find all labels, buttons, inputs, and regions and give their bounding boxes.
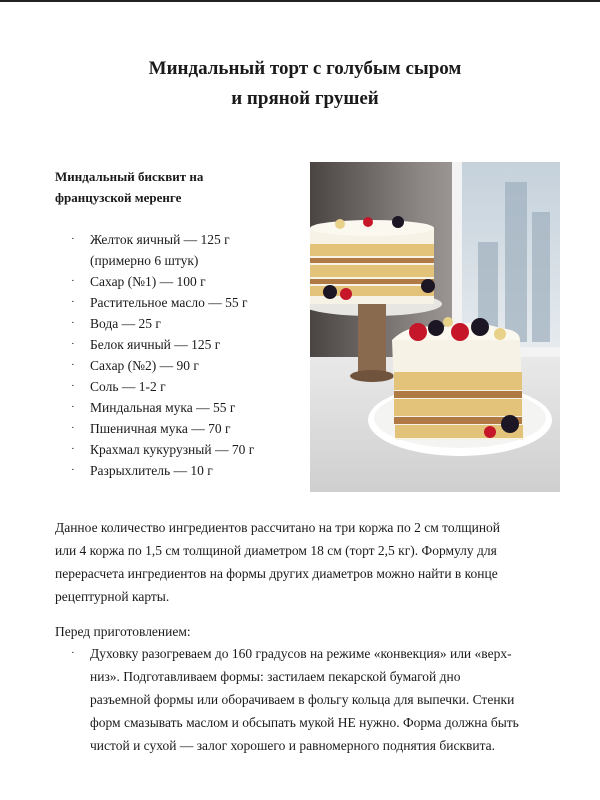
bullet-icon: · <box>71 233 75 245</box>
prep-line: Духовку разогреваем до 160 градусов на режиме «конвекция» или «верх- <box>90 646 512 661</box>
bullet-icon: · <box>71 422 75 434</box>
bullet-icon: · <box>71 275 75 287</box>
paragraph-line: рецептурной карты. <box>55 589 170 604</box>
bullet-icon: · <box>71 317 75 329</box>
prep-line: чистой и сухой — залог хорошего и равномерного поднятия бисквита. <box>90 738 496 753</box>
prep-line: разъемной формы или оборачиваем в фольгу кольца для выпечки. Стенки <box>90 692 515 707</box>
ingredient-text: Растительное масло — 55 г <box>90 295 248 310</box>
paragraph-line: перерасчета ингредиентов на формы других диаметров можно найти в конце <box>55 566 498 581</box>
prep-line: низ». Подготавливаем формы: застилаем пекарской бумагой дно <box>90 669 461 684</box>
ingredient-item <box>70 292 310 313</box>
ingredient-item <box>70 271 310 292</box>
bullet-icon: · <box>71 464 75 476</box>
title-line: и пряной грушей <box>231 88 379 109</box>
ingredient-text: Миндальная мука — 55 г <box>90 400 236 415</box>
ingredient-item <box>70 313 310 334</box>
cake-photo <box>310 162 560 492</box>
ingredient-item <box>70 355 310 376</box>
ingredient-item <box>70 397 310 418</box>
bullet-icon: · <box>71 380 75 392</box>
section-heading-line: Миндальный бисквит на <box>55 169 204 184</box>
ingredient-text: Пшеничная мука — 70 г <box>90 421 231 436</box>
ingredient-item <box>70 460 310 481</box>
ingredient-text: Белок яичный — 125 г <box>90 337 221 352</box>
ingredient-text: Вода — 25 г <box>90 316 161 331</box>
prep-item <box>70 642 560 757</box>
ingredient-text: Желток яичный — 125 г <box>90 232 230 247</box>
bullet-icon: · <box>71 443 75 455</box>
title-line: Миндальный торт с голубым сыром <box>148 58 462 79</box>
top-border <box>0 0 600 2</box>
cake-illustration <box>310 162 560 492</box>
ingredient-item <box>70 376 310 397</box>
bullet-icon: · <box>71 296 75 308</box>
bullet-icon: · <box>71 647 75 659</box>
ingredient-text: Разрыхлитель — 10 г <box>90 463 213 478</box>
prep-label: Перед приготовлением: <box>55 624 191 639</box>
prep-list <box>70 642 560 757</box>
ingredient-text: Сахар (№2) — 90 г <box>90 358 199 373</box>
paragraph-line: или 4 коржа по 1,5 см толщиной диаметром 18 см (торт 2,5 кг). Формулу для <box>55 543 497 558</box>
paragraph-line: Данное количество ингредиентов рассчитано на три коржа по 2 см толщиной <box>55 520 501 535</box>
ingredient-item <box>70 439 310 460</box>
ingredient-item <box>70 229 310 271</box>
section-heading-line: французской меренге <box>55 190 182 205</box>
ingredient-text: Соль — 1-2 г <box>90 379 166 394</box>
ingredient-text: Сахар (№1) — 100 г <box>90 274 206 289</box>
bullet-icon: · <box>71 338 75 350</box>
bullet-icon: · <box>71 359 75 371</box>
prep-line: форм смазывать маслом и обсыпать мукой НЕ нужно. Форма должна быть <box>90 715 519 730</box>
section-heading <box>55 166 270 208</box>
bullet-icon: · <box>71 401 75 413</box>
ingredients-list <box>70 229 310 481</box>
yield-paragraph <box>55 516 555 608</box>
ingredient-note: (примерно 6 штук) <box>90 253 199 268</box>
ingredient-item <box>70 418 310 439</box>
ingredient-text: Крахмал кукурузный — 70 г <box>90 442 255 457</box>
ingredient-item <box>70 334 310 355</box>
page-title <box>60 54 550 114</box>
